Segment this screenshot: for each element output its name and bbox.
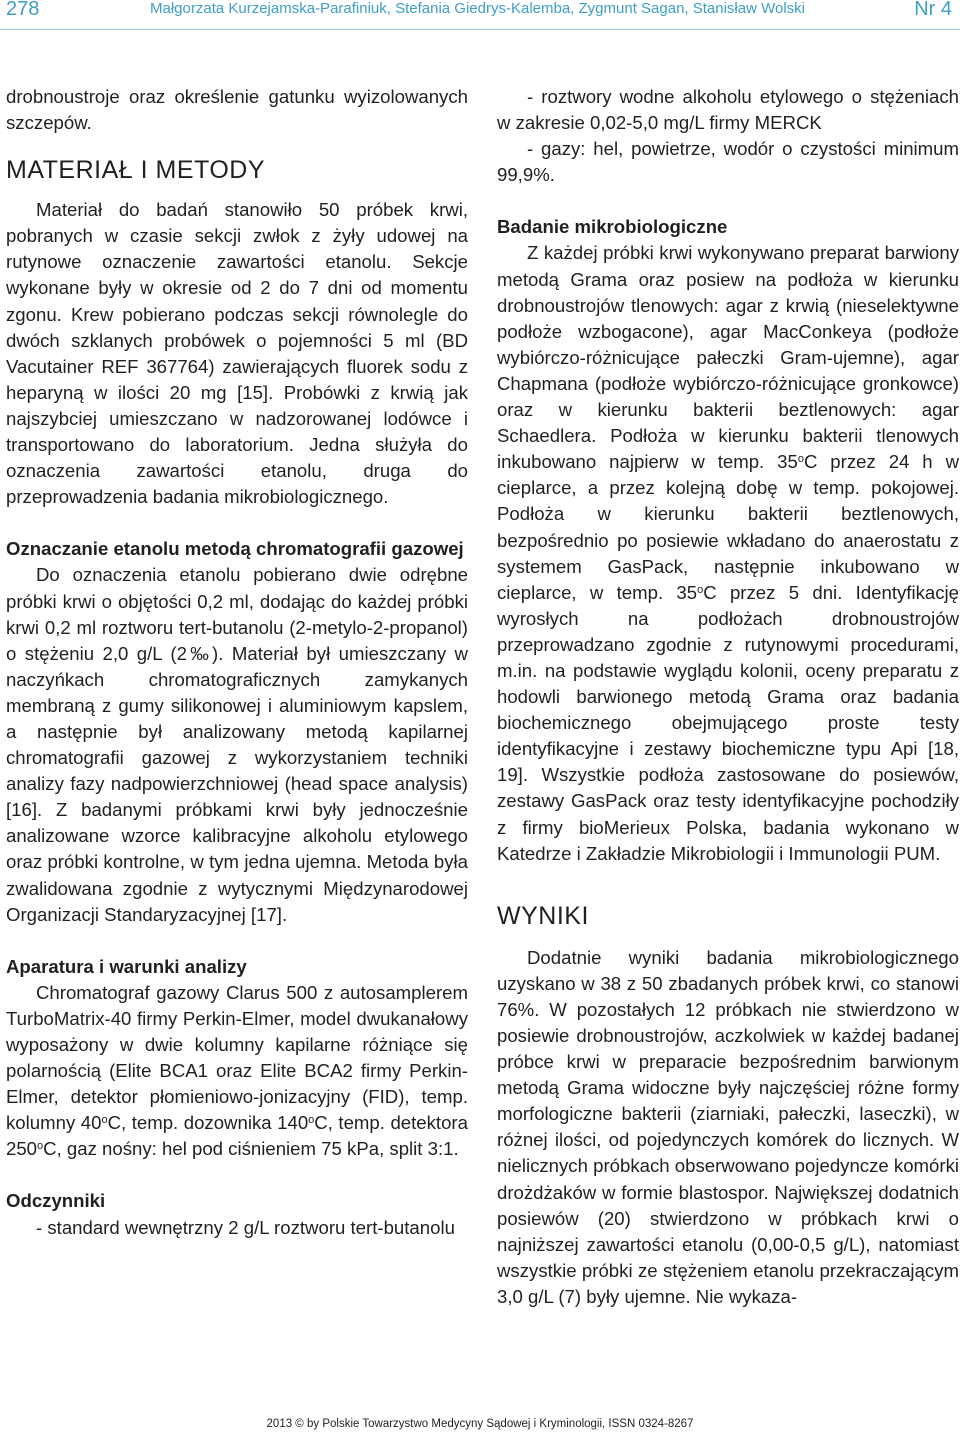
microbiology-heading: Badanie mikrobiologiczne bbox=[497, 216, 728, 238]
apparatus-text-d: C, gaz nośny: hel pod ciśnieniem 75 kPa, split 3:1. bbox=[43, 1138, 459, 1160]
reagents-paragraph: - standard wewnętrzny 2 g/L roztworu tert-butanolu bbox=[36, 1216, 455, 1238]
ethanol-heading: Oznaczanie etanolu metodą chromatografii gazowej bbox=[6, 538, 464, 560]
reagents-ethanol-solutions: - roztwory wodne alkoholu etylowego o stężeniach w zakresie 0,02-5,0 mg/L firmy MERCK bbox=[497, 86, 959, 134]
degree-sup: o bbox=[308, 1114, 315, 1127]
right-column bbox=[497, 84, 959, 1310]
results-paragraph: Dodatnie wyniki badania mikrobiologicznego uzyskano w 38 z 50 zbadanych próbek krwi, co stanowi 76%. W pozostałych 12 próbkach nie stwierdzono w posiewie drobnoustrojów, aczkolwiek w każdej badanej próbce krwi w preparacie bezpośrednim barwionym metodą Grama widoczne były najczęściej różne formy morfologiczne bakterii (ziarniaki, pałeczki, laseczki), w różnej ilości, od pojedynczych komórek do licznych. W nielicznych próbkach obserwowano pojedyncze komórki drożdżaków w formie blastospor. Największej dodatnich posiewów (20) stwierdzono w próbkach krwi o najniższej zawartości etanolu (0,00-0,5 g/L), natomiast wszystkie próbki ze stężeniem etanolu przekraczającym 3,0 g/L (7) były ujemne. Nie wykaza- bbox=[497, 946, 959, 1307]
intro-end-paragraph: drobnoustroje oraz określenie gatunku wyizolowanych szczepów. bbox=[6, 86, 468, 134]
degree-sup: o bbox=[37, 1140, 44, 1153]
left-column bbox=[6, 84, 468, 1241]
running-authors: Małgorzata Kurzejamska-Parafiniuk, Stefania Giedrys-Kalemba, Zygmunt Sagan, Stanisław Wolski bbox=[150, 0, 806, 17]
micro-text-c: C przez 5 dni. Identyfikację wyrosłych na podłożach drobnoustrojów przeprowadzano zgodnie z rutynowymi procedurami, m.in. na podstawie wyglądu kolonii, oceny preparatu z hodowli barwionego metodą Grama oraz badania biochemicznego obejmującego proste testy identyfikacyjne i zestawy biochemiczne typu Api [18, 19]. Wszystkie podłoża zastosowane do posiewów, zestawy GasPack oraz testy identyfikacyjne pochodziły z firmy bioMerieux Polska, badania wykonano w Katedrze i Zakładzie Mikrobiologii i Immunologii PUM. bbox=[497, 581, 960, 864]
micro-text-a: Z każdej próbki krwi wykonywano preparat barwiony metodą Grama oraz posiew na podłoża w kierunku drobnoustrojów tlenowych: agar z krwią (nieselektywne podłoże wzbogacone), agar MacConkeya (podłoże wybiórczo-różnicujące pałeczki Gram-ujemne), agar Chapmana (podłoże wybiórczo-różnicujące gronkowce) oraz w kierunku bakterii beztlenowych: agar Schaedlera. Podłoża w kierunku bakterii tlenowych inkubowano najpierw w temp. 35 bbox=[497, 242, 959, 473]
degree-sup: o bbox=[101, 1114, 108, 1127]
apparatus-paragraph bbox=[6, 980, 468, 1163]
apparatus-text-a: Chromatograf gazowy Clarus 500 z autosamplerem TurboMatrix-40 firmy Perkin-Elmer, model dwukanałowy wyposażony w dwie kolumny kapilarne różniące się polarnością (Elite BCA1 oraz Elite BCA2 firmy Perkin-Elmer, detektor płomieniowo-jonizacyjny (FID), temp. kolumny 40 bbox=[6, 981, 468, 1134]
degree-sup: o bbox=[797, 453, 804, 466]
apparatus-text-b: C, temp. dozownika 140 bbox=[107, 1112, 309, 1134]
apparatus-text-c: C, temp. detektora 250 bbox=[6, 1112, 468, 1160]
copyright-footer: 2013 © by Polskie Towarzystwo Medycyny Sądowej i Kryminologii, ISSN 0324-8267 bbox=[266, 1418, 694, 1430]
results-heading: WYNIKI bbox=[497, 901, 589, 930]
header-rule bbox=[0, 29, 960, 30]
apparatus-heading: Aparatura i warunki analizy bbox=[6, 955, 247, 977]
reagents-heading: Odczynniki bbox=[6, 1190, 106, 1212]
reagents-gases: - gazy: hel, powietrze, wodór o czystości minimum 99,9%. bbox=[497, 138, 959, 186]
methods-heading: MATERIAŁ I METODY bbox=[6, 156, 266, 185]
ethanol-paragraph: Do oznaczenia etanolu pobierano dwie odrębne próbki krwi o objętości 0,2 ml, dodając do każdej próbki krwi 0,2 ml roztworu tert-butanolu (2-metylo-2-propanol) o stężeniu 2,0 g/L (2‰). Materiał był umieszczany w naczyńkach chromatograficznych zamykanych membraną z gumy silikonowej i aluminiowym kapslem, a następnie był analizowany metodą kapilarnej chromatografii gazowej z wykorzystaniem techniki analizy fazy nadpowierzchniowej (head space analysis) [16]. Z badanymi próbkami krwi były jednocześnie analizowane wzorce kalibracyjne alkoholu etylowego oraz próbki kontrolne, w tym jedna ujemna. Metoda była zwalidowana zgodnie z wytycznymi Międzynarodowej Organizacji Standaryzacyjnej [17]. bbox=[6, 564, 468, 925]
degree-sup: o bbox=[697, 583, 704, 596]
microbiology-paragraph bbox=[497, 240, 959, 866]
page-number: 278 bbox=[6, 0, 40, 20]
methods-paragraph: Materiał do badań stanowiło 50 próbek krwi, pobranych w czasie sekcji zwłok z żyły udowej na rutynowe oznaczenie zawartości etanolu. Sekcje wykonane były w okresie od 2 do 7 dni od momentu zgonu. Krew pobierano podczas sekcji równolegle do dwóch szklanych probówek o pojemności 5 ml (BD Vacutainer REF 367764) zawierających fluorek sodu z heparyną w ilości 20 mg [15]. Probówki z krwią jak najszybciej umieszczano w nadzorowanej lodówce i transportowano do laboratorium. Jedna służyła do oznaczenia zawartości etanolu, druga do przeprowadzenia badania mikrobiologicznego. bbox=[6, 199, 468, 508]
running-header bbox=[0, 0, 960, 30]
issue-number: Nr 4 bbox=[914, 0, 952, 20]
micro-text-b: C przez 24 h w cieplarce, a przez kolejną dobę w temp. pokojowej. Podłoża w kierunku bakterii beztlenowych, bezpośrednio po posiewie wkładano do anaerostatu z systemem GasPack, następnie inkubowano w cieplarce, w temp. 35 bbox=[497, 451, 959, 603]
